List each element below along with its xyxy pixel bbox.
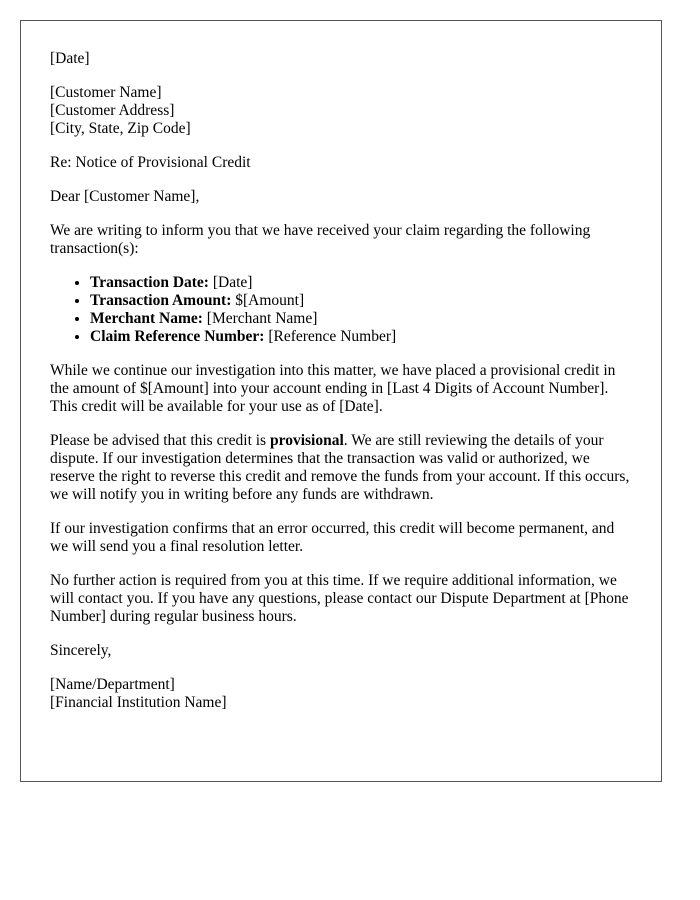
contact-paragraph: No further action is required from you at this time. If we require additional information, we will contact you. If you have any questions, please contact our Dispute Department at [Phone Number] during regular business hours. xyxy=(50,572,629,625)
claim-reference-label: Claim Reference Number: xyxy=(90,328,265,345)
merchant-name-value: [Merchant Name] xyxy=(206,310,318,327)
letter-date: [Date] xyxy=(50,50,90,67)
transaction-details-list xyxy=(50,274,632,346)
signature-institution: [Financial Institution Name] xyxy=(50,694,227,711)
recipient-address-block xyxy=(50,84,632,138)
provisional-credit-paragraph: While we continue our investigation into this matter, we have placed a provisional credit in the amount of $[Amount] into your account ending in [Last 4 Digits of Account Number]. This credit will be available for your use as of [Date]. xyxy=(50,362,616,415)
recipient-name: [Customer Name] xyxy=(50,84,162,101)
transaction-date-value: [Date] xyxy=(212,274,253,291)
recipient-address: [Customer Address] xyxy=(50,102,175,119)
provisional-notice-lead: Please be advised that this credit is xyxy=(50,432,270,449)
transaction-amount-label: Transaction Amount: xyxy=(90,292,232,309)
provisional-notice-paragraph xyxy=(50,432,632,504)
letter-salutation: Dear [Customer Name], xyxy=(50,188,200,205)
claim-reference-value: [Reference Number] xyxy=(268,328,397,345)
letter-subject: Re: Notice of Provisional Credit xyxy=(50,154,251,171)
letter-closing: Sincerely, xyxy=(50,642,112,659)
transaction-date-item xyxy=(90,274,632,292)
claim-reference-item xyxy=(90,328,632,346)
merchant-name-item xyxy=(90,310,632,328)
provisional-emphasis: provisional xyxy=(269,432,344,449)
signature-name-department: [Name/Department] xyxy=(50,676,175,693)
transaction-date-label: Transaction Date: xyxy=(90,274,209,291)
transaction-amount-value: $[Amount] xyxy=(235,292,305,309)
intro-paragraph: We are writing to inform you that we have received your claim regarding the following transaction(s): xyxy=(50,222,591,257)
provisional-notice-rest: . We are still reviewing the details of your dispute. If our investigation determines that the transaction was valid or authorized, we reserve the right to reverse this credit and remove the funds from your account. If this occurs, we will notify you in writing before any funds are withdrawn. xyxy=(50,432,630,503)
recipient-city-state-zip: [City, State, Zip Code] xyxy=(50,120,191,137)
signature-block xyxy=(50,676,632,712)
merchant-name-label: Merchant Name: xyxy=(90,310,203,327)
transaction-amount-item xyxy=(90,292,632,310)
permanent-credit-paragraph: If our investigation confirms that an error occurred, this credit will become permanent, and we will send you a final resolution letter. xyxy=(50,520,615,555)
letter-page xyxy=(20,20,662,782)
